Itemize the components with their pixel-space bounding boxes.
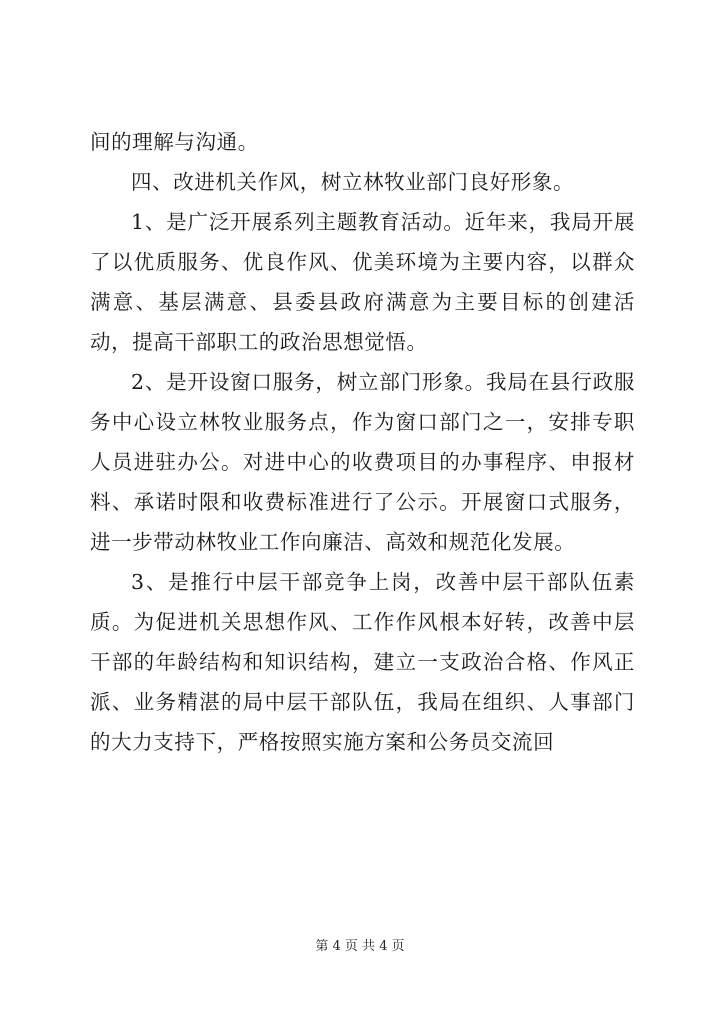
page-footer: 第 4 页 共 4 页 (315, 939, 405, 954)
section-heading: 四、改进机关作风，树立林牧业部门良好形象。 (131, 170, 575, 194)
paragraph-item-1: 1、是广泛开展系列主题教育活动。近年来，我局开展了以优质服务、优良作风、优美环境为主要内容，以群众满意、基层满意、县委县政府满意为主要目标的创建活动，提高干部职工的政治思想觉悟。 (90, 210, 635, 354)
paragraph-continuation: 间的理解与沟通。 (90, 130, 259, 154)
paragraph-item-2: 2、是开设窗口服务，树立部门形象。我局在县行政服务中心设立林牧业服务点，作为窗口部门之一，安排专职人员进驻办公。对进中心的收费项目的办事程序、申报材料、承诺时限和收费标准进行了公示。开展窗口式服务，进一步带动林牧业工作向廉洁、高效和规范化发展。 (90, 370, 635, 554)
paragraph-item-3: 3、是推行中层干部竞争上岗，改善中层干部队伍素质。为促进机关思想作风、工作作风根本好转，改善中层干部的年龄结构和知识结构，建立一支政治合格、作风正派、业务精湛的局中层干部队伍，我局在组织、人事部门的大力支持下，严格按照实施方案和公务员交流回 (90, 570, 635, 754)
body-text (90, 122, 635, 762)
